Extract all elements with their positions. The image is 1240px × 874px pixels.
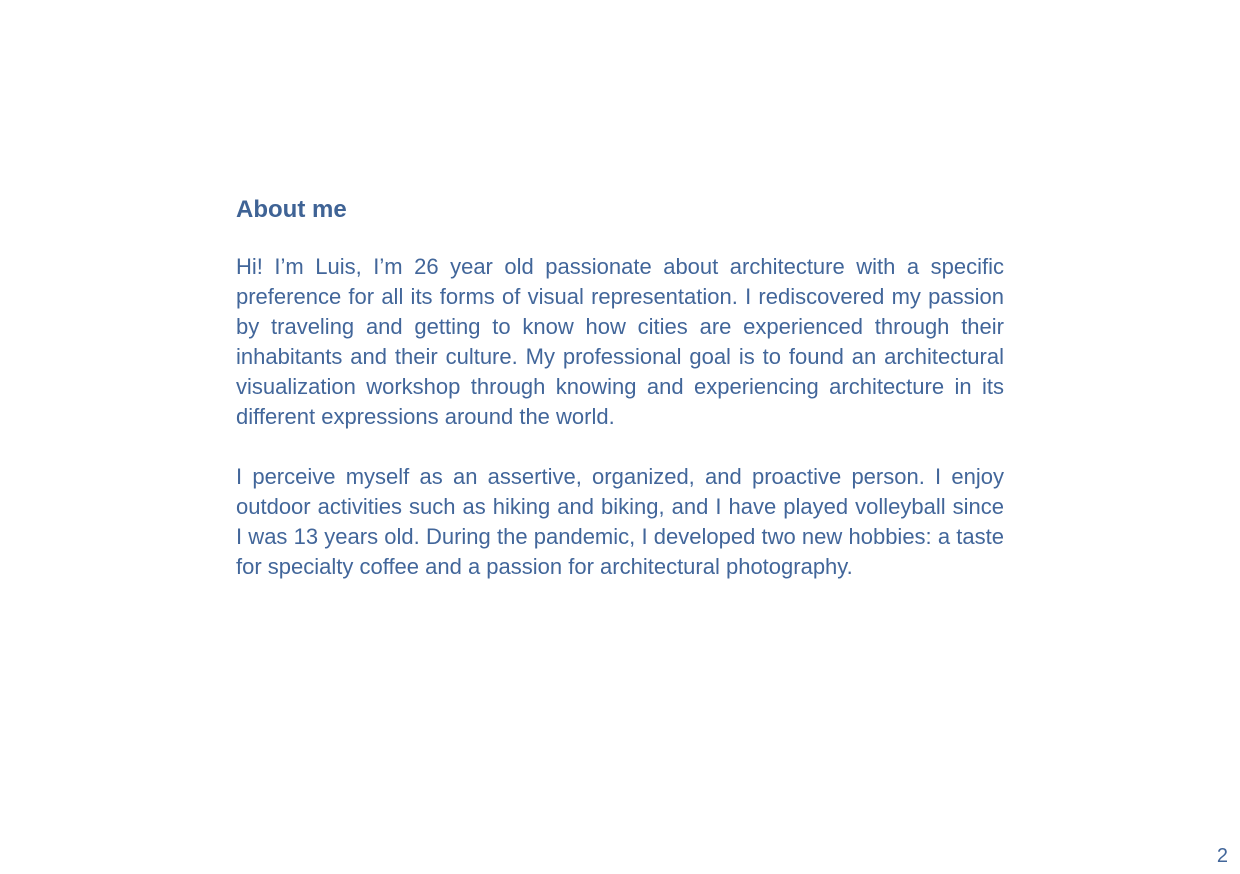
- page-number: 2: [1216, 845, 1228, 867]
- personal-paragraph: I perceive myself as an assertive, organized, and proactive person. I enjoy outdoor activities such as hiking and biking, and I have played volleyball since I was 13 years old. During the pandemic, I developed two new hobbies: a taste for specialty coffee and a passion for architectural photography.: [236, 464, 1004, 579]
- intro-paragraph: Hi! I’m Luis, I’m 26 year old passionate about architecture with a specific preference for all its forms of visual representation. I rediscovered my passion by traveling and getting to know how cities are experienced through their inhabitants and their culture. My professional goal is to found an architectural visualization workshop through knowing and experiencing architecture in its different expressions around the world.: [236, 254, 1004, 429]
- about-section: [236, 192, 1004, 582]
- section-heading: About me: [236, 196, 347, 223]
